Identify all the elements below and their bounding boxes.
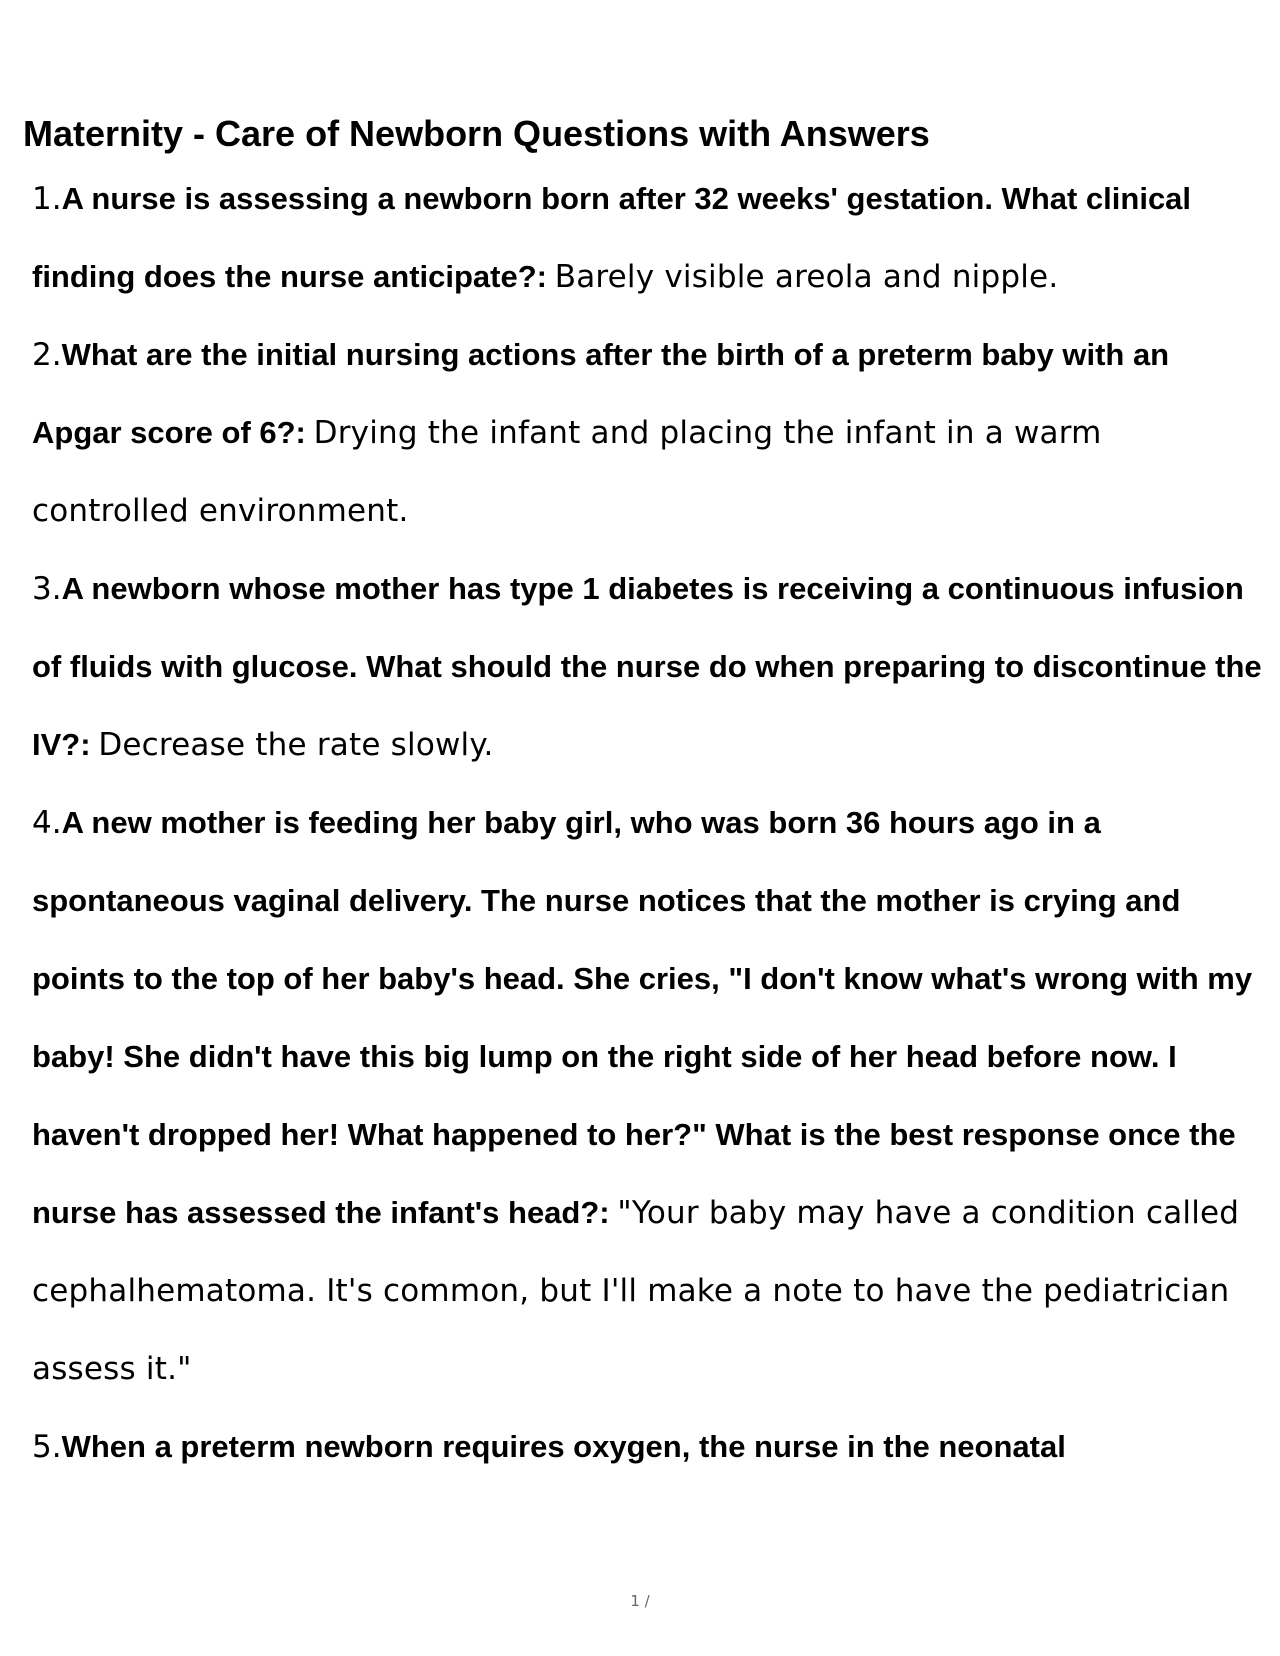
question-number: 2. [32, 337, 62, 373]
question-number: 4. [32, 805, 62, 841]
document-title: Maternity - Care of Newborn Questions with Answers [23, 113, 930, 154]
question-item-4 [32, 784, 1262, 1408]
question-text: A new mother is feeding her baby girl, who was born 36 hours ago in a spontaneous vaginal delivery. The nurse notices that the mother is crying and points to the top of her baby's head. She cries, "I don't know what's wrong with my baby! She didn't have this big lump on the right side of her head before now. I haven't dropped her! What happened to her?" What is the best response once the nurse has assessed the infant's head?: [32, 805, 1253, 1230]
answer-text: "Your baby may have a condition called cephalhematoma. It's common, but I'll make a note to have the pediatrician assess it." [32, 1195, 1240, 1387]
question-list [32, 160, 1262, 1486]
question-text: A newborn whose mother has type 1 diabetes is receiving a continuous infusion of fluids with glucose. What should the nurse do when preparing to discontinue the IV?: [32, 571, 1262, 762]
question-item-2 [32, 316, 1262, 550]
page-number: 1 / [630, 1592, 650, 1610]
question-item-1 [32, 160, 1262, 316]
answer-text: Drying the infant and placing the infant in a warm controlled environment. [32, 415, 1102, 529]
question-text: When a preterm newborn requires oxygen, the nurse in the neonatal [61, 1429, 1066, 1464]
question-text: What are the initial nursing actions after the birth of a preterm baby with an Apgar score of 6?: [32, 337, 1170, 450]
question-number: 5. [32, 1429, 62, 1465]
question-item-5 [32, 1408, 1262, 1486]
question-number: 1. [32, 181, 62, 217]
question-text: A nurse is assessing a newborn born after 32 weeks' gestation. What clinical finding does the nurse anticipate?: [32, 181, 1192, 294]
question-number: 3. [32, 571, 62, 607]
answer-text: Decrease the rate slowly. [98, 727, 494, 763]
question-item-3 [32, 550, 1262, 784]
answer-text: Barely visible areola and nipple. [554, 259, 1059, 295]
